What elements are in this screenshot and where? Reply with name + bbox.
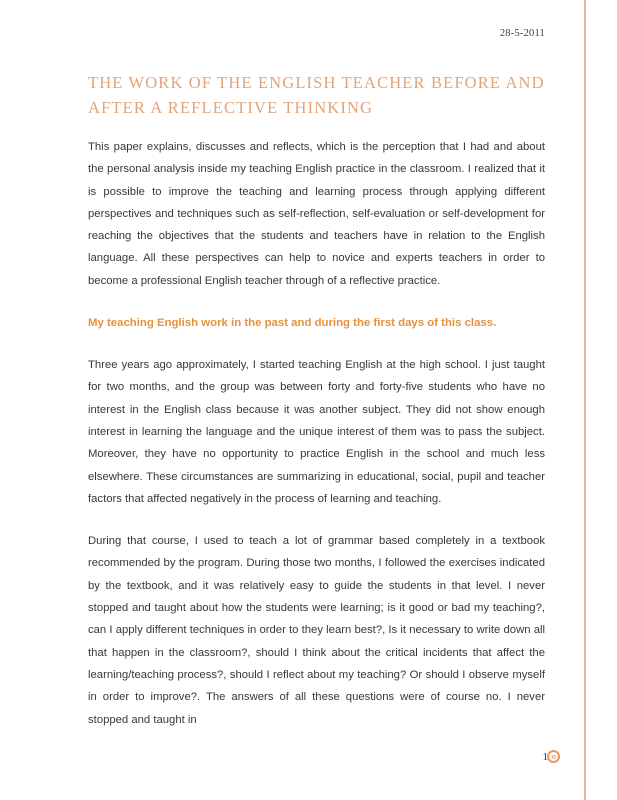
- body-paragraph-2: Three years ago approximately, I started teaching English at the high school. I just taught for two months, and the group was between forty and forty-five students who have no interest in the English class because it was another subject. They did not show enough interest in learning the language and the unique interest of them was to pass the subject. Moreover, they have no opportunity to practice English in the school and much less elsewhere. These circumstances are summarizing in educational, social, pupil and teacher factors that affected negatively in the process of learning and teaching.: [88, 359, 545, 505]
- date-header: 28-5-2011: [499, 28, 545, 39]
- body-paragraph-3: During that course, I used to teach a lot of grammar based completely in a textbook recommended by the program. During those two months, I followed the exercises indicated by the textbook, and it was relatively easy to guide the students in that level. I never stopped and taught about how the students were learning; is it good or bad my teaching?, can I apply different techniques in order to they learn best?, Is it necessary to write down all that happen in the classroom?, should I think about the critical incidents that affect the learning/teaching process?, should I reflect about my teaching? Or should I observe myself in order to improve?. The answers of all these questions were of course no. I never stopped and taught in: [88, 535, 545, 726]
- body-paragraph-1: This paper explains, discusses and reflects, which is the perception that I had and about the personal analysis inside my teaching English practice in the classroom. I realized that it is possible to improve the teaching and learning process through applying different perspectives and techniques such as self-reflection, self-evaluation or self-development for reaching the objectives that the students and teachers have in relation to the English language. All these perspectives can help to novice and experts teachers in order to become a professional English teacher through of a reflective practice.: [88, 141, 545, 287]
- page-footer: [0, 748, 560, 768]
- section-heading-1: My teaching English work in the past and during the first days of this class.: [88, 317, 497, 330]
- page-title: THE WORK OF THE ENGLISH TEACHER BEFORE AND AFTER A REFLECTIVE THINKING: [88, 73, 545, 117]
- page-number: 1: [542, 750, 548, 763]
- document-content: [88, 70, 545, 751]
- right-accent-rule: [584, 0, 586, 800]
- footer-page-indicator: [543, 748, 561, 766]
- ring-ornament-icon: [547, 750, 560, 763]
